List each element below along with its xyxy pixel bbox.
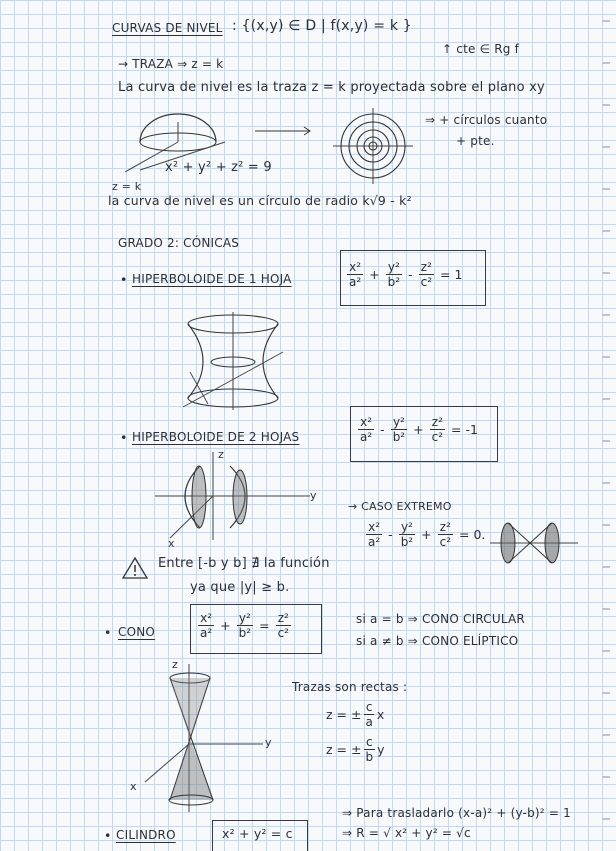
radius-note: ⇒ R = √ x² + y² = √c bbox=[342, 826, 471, 840]
level-circles-sketch bbox=[333, 106, 413, 186]
axis-label-y: y bbox=[310, 489, 317, 502]
cone-trace-2: z = ± $\frac{c}{b}$ y bbox=[326, 735, 385, 764]
extreme-case-equation: $\frac{\text{x²}}{\text{a²}}$ - $\frac{\text{y²}}{\text{b²}}$ + $\frac{\text{z²}}{\text{c²}}$ = 0. bbox=[368, 520, 486, 549]
extreme-case-label: → CASO EXTREMO bbox=[348, 500, 452, 513]
traza-label: → TRAZA ⇒ z = k bbox=[118, 57, 224, 71]
constant-note: ↑ cte ∈ Rg f bbox=[442, 42, 520, 56]
plane-label: z = k bbox=[112, 180, 142, 193]
bullet: • bbox=[120, 272, 128, 287]
cone-sketch bbox=[145, 664, 265, 814]
cone-circular-case: si a = b ⇒ CONO CIRCULAR bbox=[356, 612, 525, 626]
bullet: • bbox=[104, 828, 112, 843]
sphere-equation: x² + y² + z² = 9 bbox=[165, 160, 272, 175]
bullet: • bbox=[120, 430, 128, 445]
double-cone-side-sketch bbox=[490, 518, 580, 568]
axis-label-x: x bbox=[168, 537, 175, 550]
level-curve-conclusion: la curva de nivel es un círculo de radio k√9 - k² bbox=[108, 193, 412, 208]
cylinder-equation: x² + y² = c bbox=[222, 826, 293, 841]
hyperboloid-two-sheet-equation: $\frac{\text{x²}}{\text{a²}}$ - $\frac{\text{y²}}{\text{b²}}$ + $\frac{\text{z²}}{\text{c²}}$ = -1 bbox=[360, 415, 478, 444]
level-set-definition: : {(x,y) ∈ D | f(x,y) = k } bbox=[232, 18, 412, 34]
axis-label-z: z bbox=[218, 448, 224, 461]
circles-note: ⇒ + círculos cuanto bbox=[425, 113, 548, 127]
circles-note-2: + pte. bbox=[456, 134, 495, 148]
notebook-perforation bbox=[598, 0, 616, 848]
warning-line-2: ya que |y| ≥ b. bbox=[190, 580, 290, 595]
cone-elliptic-case: si a ≠ b ⇒ CONO ELÍPTICO bbox=[356, 634, 519, 648]
cone-trace-1: z = ± $\frac{c}{a}$ x bbox=[326, 700, 385, 729]
section-title-grado-2: GRADO 2: CÓNICAS bbox=[118, 236, 240, 250]
cone-traces-title: Trazas son rectas : bbox=[292, 680, 408, 694]
hyperboloid-two-sheet-sketch bbox=[155, 452, 315, 542]
arrow-icon bbox=[255, 126, 315, 136]
cylinder-title: CILINDRO bbox=[116, 828, 176, 842]
traza-explanation: La curva de nivel es la traza z = k proyectada sobre el plano xy bbox=[118, 80, 545, 95]
hyperboloid-one-sheet-title: HIPERBOLOIDE DE 1 HOJA bbox=[132, 272, 292, 286]
hyperboloid-one-sheet-equation: $\frac{\text{x²}}{\text{a²}}$ + $\frac{\text{y²}}{\text{b²}}$ - $\frac{\text{z²}}{\text{c²}}$ = 1 bbox=[349, 260, 463, 289]
cone-title: CONO bbox=[118, 625, 156, 639]
translate-note: ⇒ Para trasladarlo (x-a)² + (y-b)² = 1 bbox=[342, 806, 571, 820]
warning-icon bbox=[122, 556, 148, 580]
warning-line-1: Entre [-b y b] ∄ la función bbox=[158, 556, 330, 571]
cone-axis-x: x bbox=[130, 780, 137, 793]
hyperboloid-two-sheet-title: HIPERBOLOIDE DE 2 HOJAS bbox=[132, 430, 300, 444]
cone-axis-y: y bbox=[265, 736, 272, 749]
section-title-curvas-de-nivel: CURVAS DE NIVEL bbox=[112, 21, 223, 35]
hyperboloid-one-sheet-sketch bbox=[178, 312, 288, 412]
bullet: • bbox=[104, 625, 112, 640]
cone-equation: $\frac{\text{x²}}{\text{a²}}$ + $\frac{\text{y²}}{\text{b²}}$ = $\frac{\text{z²}}{\text{c²}}$ bbox=[200, 611, 289, 640]
cone-axis-z: z bbox=[172, 658, 178, 671]
